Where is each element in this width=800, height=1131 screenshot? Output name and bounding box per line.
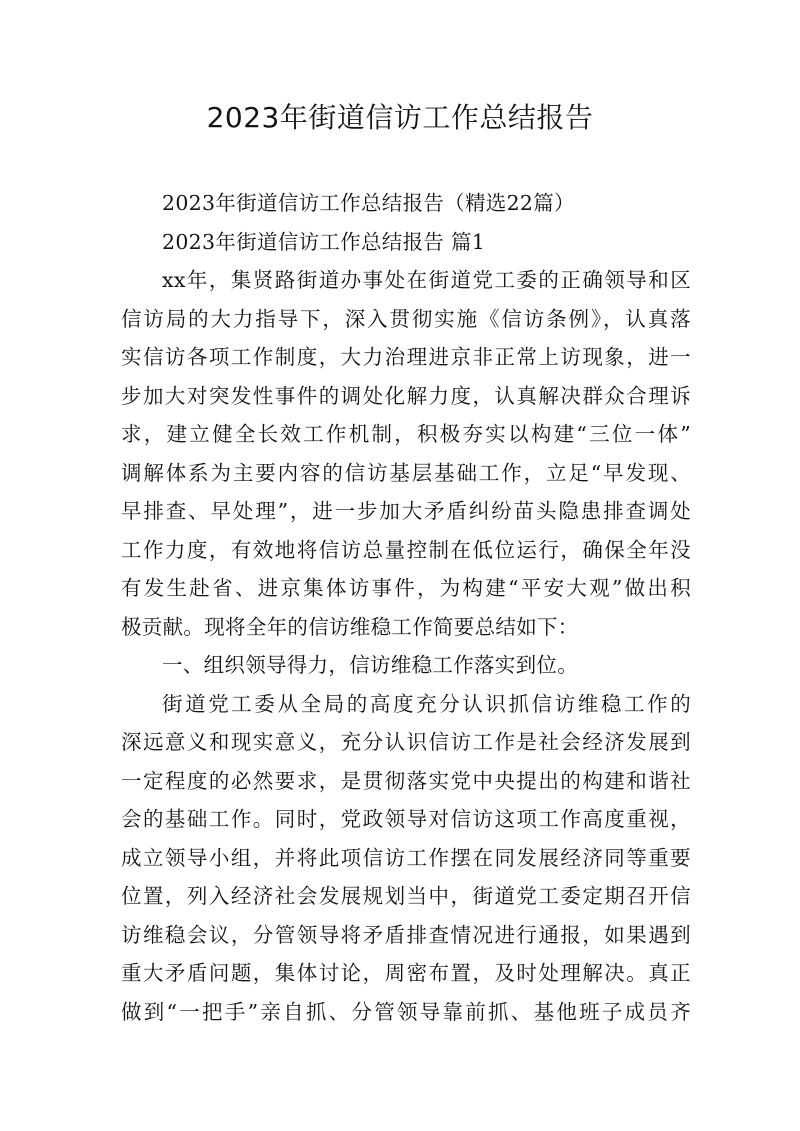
paragraph-line: 极贡献。现将全年的信访维稳工作简要总结如下：: [121, 614, 579, 639]
paragraph-line: 有发生赴省、进京集体访事件，为构建“平安大观”做出积: [121, 576, 691, 600]
paragraph-line: 一定程度的必然要求，是贯彻落实党中央提出的构建和谐社: [121, 768, 691, 793]
paragraph-line: 成立领导小组，并将此项信访工作摆在同发展经济同等重要: [121, 845, 691, 870]
paragraph-line: 早排查、早处理”，进一步加大矛盾纠纷苗头隐患排查调处: [121, 499, 691, 523]
paragraph-2: [121, 685, 691, 1032]
paragraph-line: 街道党工委从全局的高度充分认识抓信访维稳工作的: [162, 691, 691, 716]
paragraph-line: 工作力度，有效地将信访总量控制在低位运行，确保全年没: [121, 537, 691, 562]
paragraph-line: 步加大对突发性事件的调处化解力度，认真解决群众合理诉: [121, 383, 691, 408]
paragraph-1: [121, 261, 691, 646]
document-body: [121, 184, 691, 1031]
paragraph-line: xx年，集贤路街道办事处在街道党工委的正确领导和区: [162, 268, 691, 292]
paragraph-line: 会的基础工作。同时，党政领导对信访这项工作高度重视，: [121, 807, 691, 831]
paragraph-line: 调解体系为主要内容的信访基层基础工作，立足“早发现、: [121, 460, 691, 485]
paragraph-line: 访维稳会议，分管领导将矛盾排查情况进行通报，如果遇到: [121, 922, 691, 947]
paragraph-line: 求，建立健全长效工作机制，积极夯实以构建“三位一体”: [121, 422, 691, 446]
document-title: 2023年街道信访工作总结报告: [206, 101, 594, 134]
paragraph-line: 位置，列入经济社会发展规划当中，街道党工委定期召开信: [121, 884, 691, 908]
paragraph-line: 深远意义和现实意义，充分认识信访工作是社会经济发展到: [121, 730, 691, 754]
section-subheading: 一、组织领导得力，信访维稳工作落实到位。: [162, 653, 578, 677]
document-subtitle: 2023年街道信访工作总结报告（精选22篇）: [162, 191, 575, 215]
paragraph-line: 信访局的大力指导下，深入贯彻实施《信访条例》，认真落: [121, 306, 691, 331]
section-heading: 2023年街道信访工作总结报告 篇1: [162, 229, 486, 254]
paragraph-line: 重大矛盾问题，集体讨论，周密布置，及时处理解决。真正: [121, 961, 691, 985]
paragraph-line: 实信访各项工作制度，大力治理进京非正常上访现象，进一: [121, 345, 691, 369]
paragraph-line: 做到“一把手”亲自抓、分管领导靠前抓、基他班子成员齐: [121, 999, 691, 1024]
